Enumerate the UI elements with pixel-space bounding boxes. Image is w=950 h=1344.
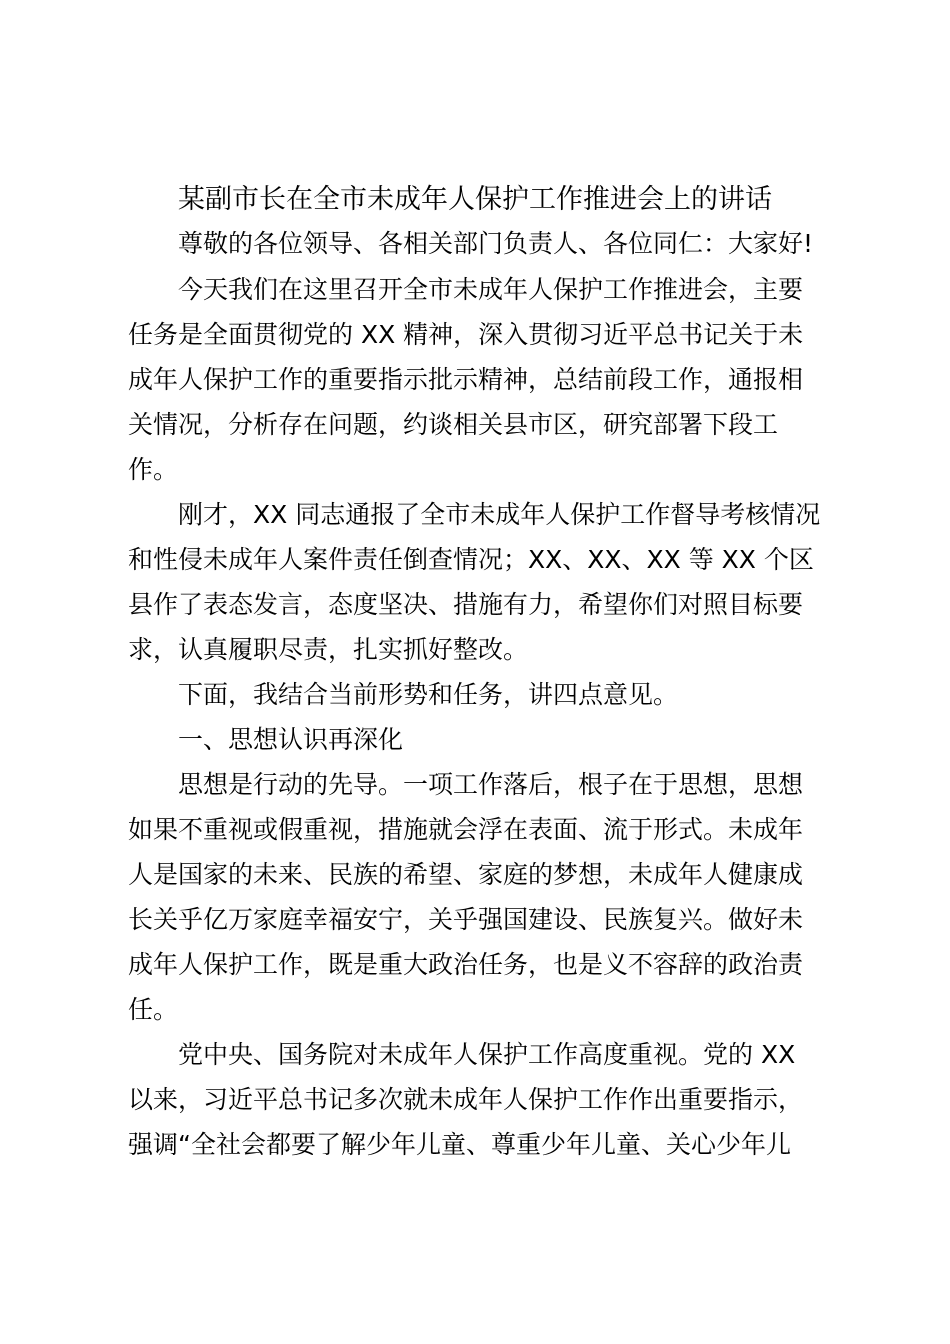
greeting-line: 尊敬的各位领导、各相关部门负责人、各位同仁：大家好! — [178, 229, 814, 258]
paragraph-line: 人是国家的未来、民族的希望、家庭的梦想，未成年人健康成 — [128, 860, 804, 889]
paragraph-line: 成年人保护工作的重要指示批示精神，总结前段工作，通报相 — [128, 365, 804, 394]
paragraph-line: 如果不重视或假重视，措施就会浮在表面、流于形式。未成年 — [128, 815, 804, 844]
paragraph-line: 今天我们在这里召开全市未成年人保护工作推进会，主要 — [178, 275, 804, 304]
paragraph-line: 长关乎亿万家庭幸福安宁，关乎强国建设、民族复兴。做好未 — [128, 905, 804, 934]
paragraph-line: 求，认真履职尽责，扎实抓好整改。 — [128, 635, 529, 664]
paragraph-line: 思想是行动的先导。一项工作落后，根子在于思想，思想 — [178, 770, 804, 799]
paragraph-line: 任。 — [128, 995, 179, 1024]
paragraph-line: 和性侵未成年人案件责任倒查情况；XX、XX、XX 等 XX 个区 — [128, 545, 814, 574]
paragraph-line: 以来，习近平总书记多次就未成年人保护工作作出重要指示， — [128, 1085, 804, 1114]
paragraph-line: 成年人保护工作，既是重大政治任务，也是义不容辞的政治责 — [128, 950, 804, 979]
document-title: 某副市长在全市未成年人保护工作推进会上的讲话 — [178, 184, 772, 215]
paragraph-line: 下面，我结合当前形势和任务，讲四点意见。 — [178, 680, 679, 709]
paragraph-line: 关情况，分析存在问题，约谈相关县市区，研究部署下段工 — [128, 410, 779, 439]
paragraph-line: 刚才，XX 同志通报了全市未成年人保护工作督导考核情况 — [178, 500, 821, 529]
paragraph-line: 任务是全面贯彻党的 XX 精神，深入贯彻习近平总书记关于未 — [128, 320, 804, 349]
section-heading: 一、思想认识再深化 — [178, 725, 404, 754]
paragraph-line: 作。 — [128, 455, 179, 484]
paragraph-line: 党中央、国务院对未成年人保护工作高度重视。党的 XX — [178, 1040, 796, 1069]
paragraph-line: 县作了表态发言，态度坚决、措施有力，希望你们对照目标要 — [128, 590, 804, 619]
paragraph-line: 强调“全社会都要了解少年儿童、尊重少年儿童、关心少年儿 — [128, 1130, 791, 1159]
